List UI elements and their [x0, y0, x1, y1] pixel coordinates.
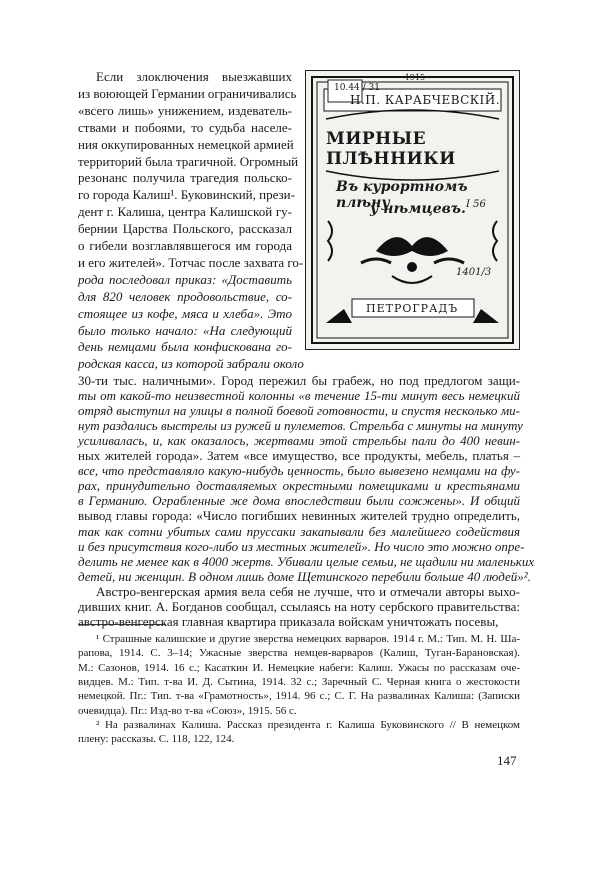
text-line: ствами и побоями, то судьба населе- — [78, 119, 292, 135]
text-line: ты от какой-то неизвестной колонны «в течение 15-ти минут весь немецкий — [78, 388, 520, 404]
text-line: и его жителей». Тотчас после захвата го- — [78, 254, 304, 270]
text-line: австро-венгерская главная квартира приказала войскам уничтожать посевы, — [78, 613, 499, 629]
book-cover-image — [305, 70, 520, 350]
text-line: бернии Царства Польского, рассказал — [78, 221, 292, 237]
text-line: резонанс получила трагедия польско- — [78, 170, 292, 186]
ornament-birds — [361, 237, 464, 283]
text-line: было только начало: «На следующий — [78, 322, 292, 338]
cover-city: ПЕТРОГРАДЪ — [366, 302, 459, 315]
footnote-line: ¹ Страшные калишские и другие зверства немецких варваров. 1914 г. М.: Тип. М. Н. Ша- — [96, 633, 520, 645]
footnote-line: видцев. М.: Тип. т-ва И. Д. Сытина, 1914. 32 с.; Заречный С. Черная книга о жестокости — [78, 675, 520, 688]
text-line: нут раздались выстрелы из ружей и пулеметов. Стрельба с минуты на минуту — [78, 418, 523, 434]
text-line: Австро-венгерская армия вела себя не лучше, что и отмечали авторы выхо- — [96, 583, 520, 599]
cover-handwritten-1: I 56 — [466, 199, 486, 210]
text-line: рах, принудительно доставляемых окрестными помещиками и крестьянами — [78, 478, 520, 494]
text-line: дент г. Калиша, центра Калишской гу- — [78, 204, 292, 220]
text-line: и без присутствия кого-либо из местных жителей». Но число это можно опре- — [78, 538, 525, 554]
footnote-line: ² На развалинах Калиша. Рассказ президента г. Калиша Буковинского // В немецком — [96, 718, 520, 731]
page-number: 147 — [497, 753, 517, 768]
footnote-line: очевидца). Пг.: Изд-во т-ва «Союз», 1915. 56 с. — [78, 704, 297, 717]
text-line: о гибели возглавлявшегося им города — [78, 238, 292, 253]
cover-subtitle-1: Въ курортномъ плѣну — [336, 179, 468, 211]
cover-author: Н.П. КАРАБЧЕВСКІЙ. — [350, 93, 501, 107]
footnote-line: рапова, 1914. С. 3–14; Ужасные зверства немцев-варваров (Калиш, Туган-Барановская). — [78, 647, 520, 660]
text-line: дивших книг. А. Богданов сообщал, ссылаясь на ноту сербского правительства: — [78, 598, 520, 614]
text-line: отряд выступил на улицы в полной боевой готовности, и спустя несколько ми- — [78, 403, 520, 419]
footnote-line: М.: Сазонов, 1914. 16 с.; Касаткин И. Немецкие набеги: Калиш. Ужасы по рассказам оче- — [78, 661, 520, 674]
text-line: день немцами была конфискована го- — [78, 339, 292, 355]
cover-handwritten-2: 1401/3 — [456, 267, 492, 278]
cover-subtitle-2: у нѣмцевъ. — [370, 201, 466, 217]
cover-top-mark: ~1915~ — [398, 73, 432, 82]
text-line: делить не менее как в 4000 жертв. Убивали целые семьи, не щадили ни маленьких — [78, 553, 535, 569]
text-line: из воюющей Германии ограничивались — [78, 85, 297, 101]
text-line: стоящее из кофе, мяса и хлеба». Это — [78, 305, 292, 321]
text-line: Если злоключения выезжавших — [96, 69, 292, 84]
text-line: усиливалась, и, как оказалось, жертвами этой стрельбы пали до 400 невин- — [78, 433, 520, 449]
footnote-line: плену: рассказы. С. 118, 122, 124. — [78, 733, 235, 746]
text-line: 30-ти тыс. наличными». Город пережил бы грабеж, но под предлогом защи- — [78, 373, 520, 388]
footnote-separator — [78, 624, 166, 625]
text-line: так как сотни убитых сами пруссаки закапывали без малейшего содействия — [78, 523, 520, 539]
cover-stamp: 10.44 / 31 — [334, 83, 380, 93]
footnote-line: немецкой. Пг.: Тип. т-ва «Грамотность», 1914. 96 с.; С. Г. На развалинах Калиша: (Записки — [78, 690, 520, 703]
text-line: в Германию. Ограбленные же дома впоследствии были сожжены». И общий — [78, 493, 520, 509]
text-line: родская касса, из которой забрали около — [78, 356, 304, 372]
text-line: «всего лишь» унижением, издеватель- — [78, 102, 292, 118]
text-line: все, что представляло какую-нибудь ценность, было вывезено немцами на фу- — [78, 463, 520, 479]
cover-title: МИРНЫЕ ПЛѢННИКИ — [326, 129, 456, 169]
text-line: рода последовал приказ: «Доставить — [78, 271, 292, 287]
text-line: вывод главы города: «Число погибших невинных жителей трудно определить, — [78, 508, 520, 524]
text-line: для 820 человек продовольствие, со- — [78, 288, 292, 304]
text-line: детей, ни женщин. В одном лишь доме Щетинского перебили больше 40 людей»². — [78, 568, 531, 584]
text-line: ния оккупированных немецкой армией — [78, 136, 294, 152]
text-line: го города Калиш¹. Буковинский, прези- — [78, 187, 295, 203]
text-line: ных жителей города». Затем «все имущество, все продукты, мебель, платья – — [78, 448, 520, 464]
text-line: территорий была трагичной. Огромный — [78, 153, 299, 169]
